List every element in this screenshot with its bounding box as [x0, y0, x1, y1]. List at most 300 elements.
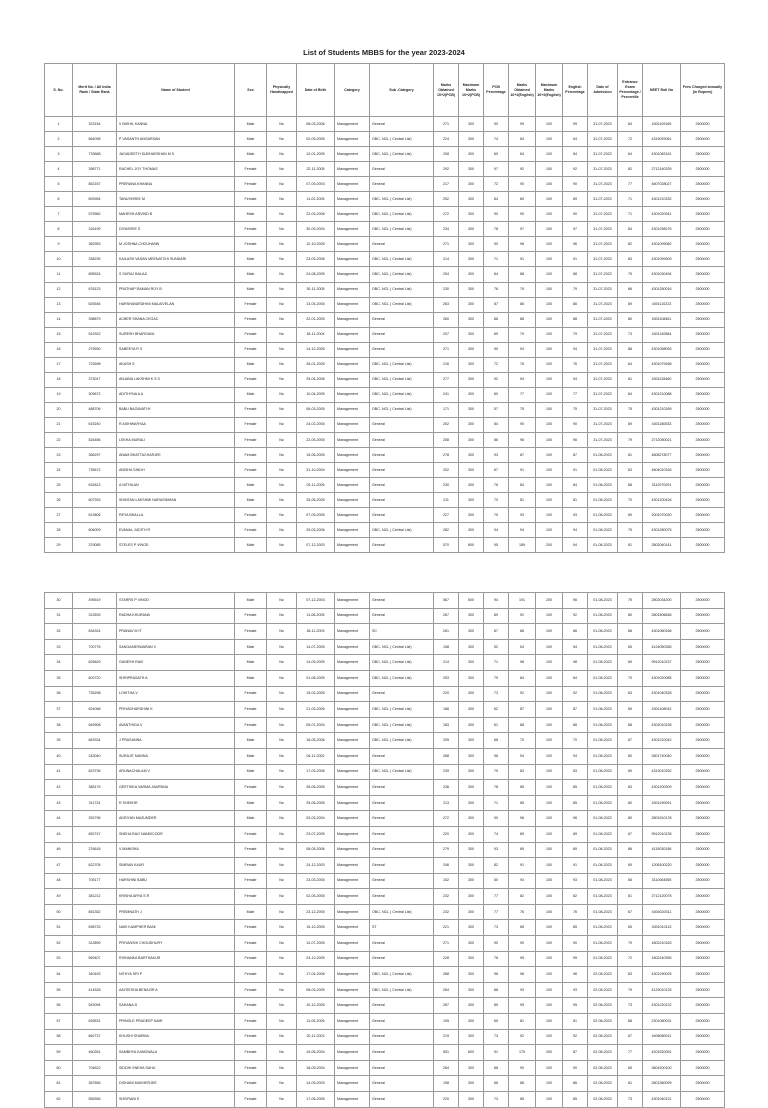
- table-cell: 85: [563, 1092, 588, 1108]
- table-cell: 36: [45, 686, 73, 702]
- table-cell: 253: [434, 670, 459, 686]
- table-cell: 79: [509, 282, 536, 297]
- table-cell: 512922: [73, 327, 117, 342]
- table-cell: 31-07-2023: [588, 402, 618, 417]
- table-cell: 93: [509, 508, 536, 523]
- table-cell: 90: [484, 342, 509, 357]
- table-cell: No: [267, 237, 297, 252]
- table-cell: 2500000: [681, 655, 725, 671]
- table-cell: 2500000: [681, 1045, 725, 1061]
- table-row: [45, 372, 725, 387]
- table-cell: General: [370, 826, 434, 842]
- table-cell: 79: [563, 327, 588, 342]
- table-cell: 205: [434, 733, 459, 749]
- table-cell: 2500000: [681, 387, 725, 402]
- table-cell: 89: [509, 842, 536, 858]
- table-cell: 4301298276: [643, 222, 681, 237]
- table-cell: 1: [45, 117, 73, 132]
- table-cell: 300: [459, 842, 484, 858]
- column-header: Maximum Marks 10+2(PCB): [459, 64, 484, 117]
- table-cell: 02-08-2023: [588, 1076, 618, 1092]
- table-cell: 91: [509, 252, 536, 267]
- table-cell: 89: [509, 826, 536, 842]
- table-row: [45, 608, 725, 624]
- table-cell: 92: [509, 162, 536, 177]
- table-cell: 02-09-2005: [297, 132, 335, 147]
- table-cell: 10-04-2005: [297, 387, 335, 402]
- table-cell: 300: [459, 117, 484, 132]
- table-cell: 15: [45, 327, 73, 342]
- table-cell: 700776: [73, 639, 117, 655]
- table-cell: 31-07-2023: [588, 387, 618, 402]
- column-header: Marks Obtained 10+2(PCB): [434, 64, 459, 117]
- table-cell: 76: [509, 357, 536, 372]
- table-cell: 543094: [73, 998, 117, 1014]
- table-cell: 300: [459, 780, 484, 796]
- table-cell: 96: [484, 967, 509, 983]
- table-cell: Management: [335, 342, 370, 357]
- table-cell: No: [267, 686, 297, 702]
- table-cell: Management: [335, 873, 370, 889]
- table-cell: Female: [235, 967, 267, 983]
- table-cell: 92: [563, 686, 588, 702]
- table-cell: 14-12-2005: [297, 342, 335, 357]
- table-cell: 300: [459, 177, 484, 192]
- table-cell: 07-09-2003: [297, 177, 335, 192]
- table-cell: 30-09-2004: [297, 222, 335, 237]
- table-cell: J PRASANNA: [117, 733, 235, 749]
- table-cell: 22-01-2005: [297, 312, 335, 327]
- table-cell: 271: [434, 117, 459, 132]
- table-cell: PREMNATH J: [117, 904, 235, 920]
- table-cell: HARSHINI BABU: [117, 873, 235, 889]
- table-cell: V MANISHA: [117, 842, 235, 858]
- table-cell: 88: [563, 717, 588, 733]
- table-cell: OBC- NCL ( Central List): [370, 267, 434, 282]
- table-cell: 84: [618, 387, 643, 402]
- table-cell: 6: [45, 192, 73, 207]
- table-cell: 01-08-2023: [588, 842, 618, 858]
- table-cell: Management: [335, 1029, 370, 1045]
- table-cell: S SURAJ BALAJI: [117, 267, 235, 282]
- table-cell: 90: [484, 117, 509, 132]
- table-cell: 300: [459, 237, 484, 252]
- table-cell: No: [267, 624, 297, 640]
- table-cell: 83: [509, 764, 536, 780]
- table-cell: Female: [235, 858, 267, 874]
- table-cell: 100: [536, 826, 563, 842]
- table-cell: 698733: [73, 920, 117, 936]
- table-cell: 366297: [73, 448, 117, 463]
- table-cell: 705177: [73, 873, 117, 889]
- table-cell: 216: [434, 357, 459, 372]
- table-cell: 96: [563, 811, 588, 827]
- table-cell: 100: [536, 252, 563, 267]
- table-cell: No: [267, 733, 297, 749]
- table-cell: 4315093061: [643, 132, 681, 147]
- table-row: [45, 889, 725, 905]
- table-cell: 4124050355: [643, 639, 681, 655]
- table-cell: 272: [434, 207, 459, 222]
- table-cell: 12: [45, 282, 73, 297]
- table-cell: 77: [563, 387, 588, 402]
- table-cell: 261: [434, 624, 459, 640]
- table-cell: 2500000: [681, 357, 725, 372]
- column-header: Fees Charged annually (In Rupees): [681, 64, 725, 117]
- table-row: [45, 222, 725, 237]
- table-cell: Management: [335, 920, 370, 936]
- table-cell: OBC- NCL ( Central List): [370, 402, 434, 417]
- table-cell: 100: [536, 207, 563, 222]
- table-cell: No: [267, 282, 297, 297]
- table-cell: No: [267, 192, 297, 207]
- table-cell: 94: [563, 748, 588, 764]
- table-cell: Male: [235, 117, 267, 132]
- table-cell: General: [370, 593, 434, 609]
- table-cell: 300: [459, 267, 484, 282]
- table-cell: 100: [536, 780, 563, 796]
- table-cell: 38: [45, 717, 73, 733]
- table-cell: 4608278077: [643, 448, 681, 463]
- table-cell: 88: [484, 1060, 509, 1076]
- table-cell: No: [267, 357, 297, 372]
- table-cell: 94: [484, 593, 509, 609]
- table-cell: 271: [434, 237, 459, 252]
- table-cell: 31-07-2023: [588, 207, 618, 222]
- table-cell: 3: [45, 147, 73, 162]
- table-cell: 362953: [73, 237, 117, 252]
- table-cell: 98: [509, 655, 536, 671]
- table-cell: 200: [536, 538, 563, 553]
- table-cell: 25-06-2005: [297, 795, 335, 811]
- table-cell: ANAM BHATTACHARJEE: [117, 448, 235, 463]
- table-cell: V NIKHIL KANNA: [117, 117, 235, 132]
- table-cell: 4301110223: [643, 297, 681, 312]
- table-cell: No: [267, 1092, 297, 1108]
- table-cell: 20: [45, 402, 73, 417]
- table-cell: 85: [563, 780, 588, 796]
- table-cell: Female: [235, 297, 267, 312]
- table-cell: Management: [335, 1045, 370, 1061]
- table-cell: Male: [235, 357, 267, 372]
- table-cell: 4604010326: [643, 463, 681, 478]
- table-cell: 31-07-2023: [588, 252, 618, 267]
- table-cell: 90: [563, 177, 588, 192]
- table-cell: 100: [536, 192, 563, 207]
- column-header: Maximum Marks 10+2(English): [536, 64, 563, 117]
- table-cell: Management: [335, 177, 370, 192]
- table-row: [45, 951, 725, 967]
- table-cell: 01-08-2023: [588, 717, 618, 733]
- table-cell: 4302010228: [643, 717, 681, 733]
- table-cell: No: [267, 998, 297, 1014]
- table-cell: 02-08-2023: [588, 967, 618, 983]
- table-cell: 76: [484, 478, 509, 493]
- table-cell: 90: [509, 207, 536, 222]
- table-cell: Female: [235, 192, 267, 207]
- table-cell: OBC- NCL ( Central List): [370, 655, 434, 671]
- table-cell: EVANAL JUDITH R: [117, 523, 235, 538]
- table-cell: 56: [45, 998, 73, 1014]
- table-cell: 24: [45, 463, 73, 478]
- table-cell: 83: [563, 764, 588, 780]
- column-header: Sub -Category: [370, 64, 434, 117]
- table-cell: 31-07-2023: [588, 162, 618, 177]
- table-cell: RACHEL JOY THOMAS: [117, 162, 235, 177]
- table-cell: 40: [45, 748, 73, 764]
- table-cell: General: [370, 686, 434, 702]
- table-cell: 80: [484, 387, 509, 402]
- table-cell: 300: [459, 748, 484, 764]
- table-row: [45, 967, 725, 983]
- table-cell: 97: [484, 162, 509, 177]
- table-row: [45, 1014, 725, 1030]
- table-cell: 2500000: [681, 117, 725, 132]
- table-cell: Female: [235, 826, 267, 842]
- table-cell: 01-08-2023: [588, 826, 618, 842]
- table-cell: 495519: [73, 593, 117, 609]
- table-row: [45, 463, 725, 478]
- table-cell: 3112070291: [643, 478, 681, 493]
- table-cell: 01-08-2023: [588, 780, 618, 796]
- table-cell: 11-02-2005: [297, 192, 335, 207]
- table-cell: 300: [459, 904, 484, 920]
- table-cell: 735672: [73, 463, 117, 478]
- table-cell: 264: [434, 982, 459, 998]
- table-cell: 84: [618, 222, 643, 237]
- table-cell: 2500000: [681, 222, 725, 237]
- table-row: [45, 982, 725, 998]
- table-cell: 80: [618, 312, 643, 327]
- table-cell: 11-05-2005: [297, 1014, 335, 1030]
- table-cell: 24-02-2005: [297, 417, 335, 432]
- table-row: [45, 858, 725, 874]
- table-cell: 88: [509, 312, 536, 327]
- table-cell: OBC- NCL ( Central List): [370, 222, 434, 237]
- table-cell: 73: [618, 327, 643, 342]
- table-cell: 86: [484, 312, 509, 327]
- table-cell: STELES P VINOD: [117, 538, 235, 553]
- table-cell: General: [370, 1045, 434, 1061]
- table-cell: 31-10-2004: [297, 463, 335, 478]
- table-cell: 313539: [73, 608, 117, 624]
- table-cell: 2: [45, 132, 73, 147]
- table-cell: Management: [335, 655, 370, 671]
- table-cell: 579982: [73, 207, 117, 222]
- table-cell: 278: [434, 448, 459, 463]
- table-cell: 392796: [73, 811, 117, 827]
- table-cell: 72: [484, 357, 509, 372]
- table-cell: Male: [235, 267, 267, 282]
- table-cell: 25-06-2005: [297, 493, 335, 508]
- table-cell: No: [267, 538, 297, 553]
- table-row: [45, 1045, 725, 1061]
- table-cell: General: [370, 312, 434, 327]
- table-cell: 100: [536, 297, 563, 312]
- table-cell: 4301200309: [643, 780, 681, 796]
- table-cell: 2712140339: [643, 162, 681, 177]
- table-cell: 90: [563, 936, 588, 952]
- table-cell: 26-06-2005: [297, 780, 335, 796]
- table-cell: 2500000: [681, 1060, 725, 1076]
- table-cell: 300: [459, 639, 484, 655]
- table-cell: 69: [484, 147, 509, 162]
- table-cell: 100: [536, 387, 563, 402]
- table-cell: 271: [434, 342, 459, 357]
- column-header: NEET Roll No: [643, 64, 681, 117]
- table-cell: 67: [618, 904, 643, 920]
- table-cell: 12-10-2005: [297, 237, 335, 252]
- table-cell: Management: [335, 593, 370, 609]
- table-cell: Management: [335, 162, 370, 177]
- table-cell: 300: [459, 493, 484, 508]
- table-cell: 2500000: [681, 733, 725, 749]
- table-cell: 95: [484, 538, 509, 553]
- table-cell: 2801740040: [643, 748, 681, 764]
- table-cell: 2712050021: [643, 432, 681, 447]
- table-row: [45, 873, 725, 889]
- table-row: [45, 237, 725, 252]
- table-cell: 313899: [73, 936, 117, 952]
- table-cell: 71: [484, 252, 509, 267]
- table-cell: 01-08-2023: [588, 670, 618, 686]
- students-table-page-2: [44, 592, 725, 1108]
- table-cell: 07-09-2005: [297, 508, 335, 523]
- table-cell: Female: [235, 1045, 267, 1061]
- table-cell: 4129010125: [643, 982, 681, 998]
- table-cell: Female: [235, 523, 267, 538]
- table-cell: 27: [45, 508, 73, 523]
- table-cell: 300: [459, 998, 484, 1014]
- table-cell: 4301040328: [643, 686, 681, 702]
- table-cell: 300: [459, 826, 484, 842]
- table-cell: 524486: [73, 432, 117, 447]
- table-cell: 86: [563, 297, 588, 312]
- table-cell: 2500000: [681, 508, 725, 523]
- table-cell: No: [267, 207, 297, 222]
- table-cell: 67: [484, 463, 509, 478]
- table-cell: 2500000: [681, 297, 725, 312]
- table-cell: 615240: [73, 417, 117, 432]
- table-cell: 2001070020: [643, 508, 681, 523]
- table-cell: 7: [45, 207, 73, 222]
- column-header: S. No.: [45, 64, 73, 117]
- table-cell: 239: [434, 764, 459, 780]
- table-cell: ANISHA SINGH: [117, 463, 235, 478]
- table-cell: Management: [335, 1076, 370, 1092]
- table-cell: 01-08-2023: [588, 764, 618, 780]
- table-cell: 8: [45, 222, 73, 237]
- table-cell: 16-05-2006: [297, 733, 335, 749]
- table-cell: 3110064555: [643, 873, 681, 889]
- table-cell: 2500000: [681, 372, 725, 387]
- table-cell: 340493: [73, 967, 117, 983]
- table-cell: 83: [618, 252, 643, 267]
- table-header-row: [45, 64, 725, 117]
- table-cell: 57: [45, 1014, 73, 1030]
- table-cell: 69: [618, 702, 643, 718]
- table-cell: 300: [459, 372, 484, 387]
- table-cell: 94: [509, 748, 536, 764]
- table-cell: 01-08-2023: [588, 951, 618, 967]
- table-cell: 84: [509, 670, 536, 686]
- table-cell: 31-07-2023: [588, 132, 618, 147]
- table-cell: Female: [235, 717, 267, 733]
- table-cell: 79: [618, 936, 643, 952]
- table-cell: 607263: [73, 493, 117, 508]
- table-cell: Female: [235, 402, 267, 417]
- table-cell: SHRIPRASATH A: [117, 670, 235, 686]
- table-cell: 94: [563, 523, 588, 538]
- table-row: [45, 702, 725, 718]
- table-cell: 300: [459, 764, 484, 780]
- table-cell: 2500000: [681, 717, 725, 733]
- table-cell: 100: [536, 624, 563, 640]
- table-cell: 76: [484, 951, 509, 967]
- table-cell: General: [370, 117, 434, 132]
- table-cell: 90: [509, 936, 536, 952]
- table-cell: 2500000: [681, 967, 725, 983]
- table-cell: 100: [536, 342, 563, 357]
- table-cell: OBC- NCL ( Central List): [370, 357, 434, 372]
- table-cell: OBC- NCL ( Central List): [370, 147, 434, 162]
- table-cell: Female: [235, 177, 267, 192]
- table-row: [45, 478, 725, 493]
- table-cell: 100: [536, 1029, 563, 1045]
- table-cell: AAYSESHA BENAZIR A: [117, 982, 235, 998]
- table-cell: 300: [459, 717, 484, 733]
- table-cell: 89: [563, 826, 588, 842]
- table-cell: 18-11-2004: [297, 327, 335, 342]
- table-cell: 72: [618, 951, 643, 967]
- column-header: Physically Handicapped: [267, 64, 297, 117]
- table-cell: 85: [563, 795, 588, 811]
- table-cell: Management: [335, 1060, 370, 1076]
- table-cell: 622705: [73, 858, 117, 874]
- table-cell: 733668: [73, 147, 117, 162]
- table-cell: 82: [563, 889, 588, 905]
- table-cell: General: [370, 237, 434, 252]
- table-cell: 282: [434, 523, 459, 538]
- table-cell: Management: [335, 858, 370, 874]
- table-cell: 01-08-2023: [588, 920, 618, 936]
- table-cell: ANJANA LAKSHMI K S S: [117, 372, 235, 387]
- table-cell: 11-08-2005: [297, 608, 335, 624]
- table-cell: General: [370, 748, 434, 764]
- table-cell: SAMBHYA KANDWALA: [117, 1045, 235, 1061]
- table-cell: General: [370, 780, 434, 796]
- table-row: [45, 432, 725, 447]
- table-cell: 70: [618, 670, 643, 686]
- table-cell: 22-11-2005: [297, 162, 335, 177]
- table-cell: 316199: [73, 222, 117, 237]
- table-cell: 1802210163: [643, 936, 681, 952]
- table-cell: 81: [618, 889, 643, 905]
- table-cell: 100: [536, 1076, 563, 1092]
- table-cell: No: [267, 904, 297, 920]
- table-cell: 323154: [73, 117, 117, 132]
- table-cell: 2500000: [681, 936, 725, 952]
- table-cell: 2500000: [681, 312, 725, 327]
- table-cell: 86: [563, 1076, 588, 1092]
- table-cell: 300: [459, 463, 484, 478]
- table-cell: 84: [563, 478, 588, 493]
- table-cell: 02-08-2023: [588, 998, 618, 1014]
- table-cell: 232: [434, 889, 459, 905]
- table-row: [45, 1029, 725, 1045]
- table-cell: Management: [335, 192, 370, 207]
- table-cell: No: [267, 1060, 297, 1076]
